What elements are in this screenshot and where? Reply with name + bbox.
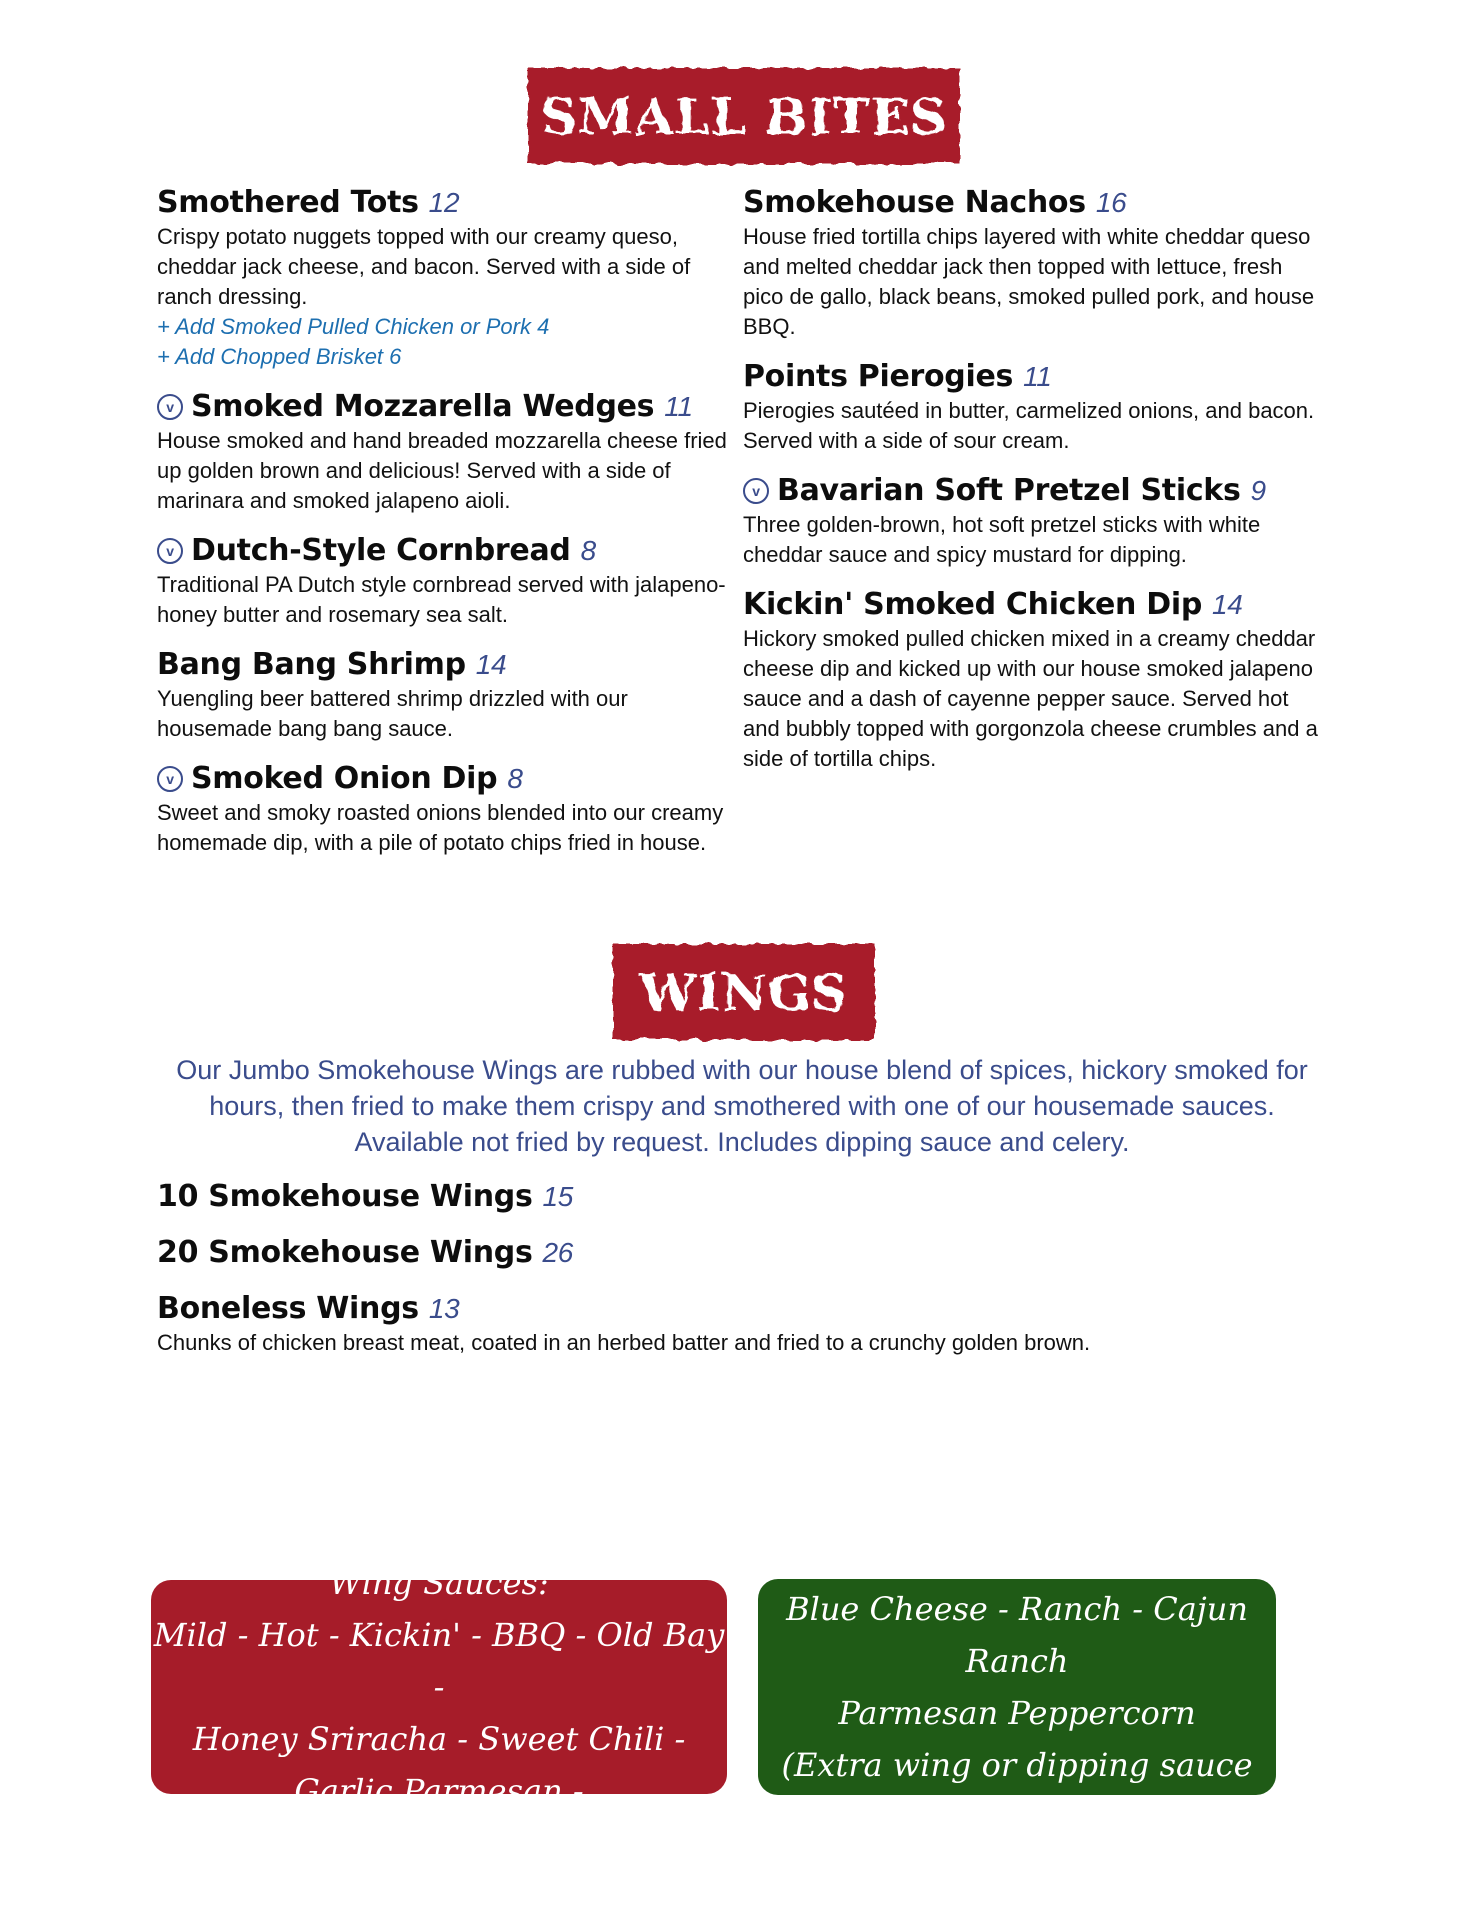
menu-item: [157, 760, 731, 858]
wings-banner: [613, 944, 875, 1040]
dipping-sauces-line: Blue Cheese - Ranch - Cajun Ranch: [786, 1590, 1248, 1680]
menu-item-description: Pierogies sautéed in butter, carmelized onions, and bacon. Served with a side of sour cream.: [743, 398, 1315, 453]
menu-item-title: [743, 586, 1323, 624]
menu-item-price: 14: [475, 649, 507, 680]
menu-item-name: Smokehouse Nachos: [743, 185, 1086, 220]
menu-item-name: Boneless Wings: [157, 1291, 419, 1326]
wings-intro-line: Our Jumbo Smokehouse Wings are rubbed with our house blend of spices, hickory smoked for: [176, 1055, 1308, 1085]
menu-item-description: Chunks of chicken breast meat, coated in an herbed batter and fried to a crunchy golden brown.: [157, 1330, 1091, 1355]
menu-item-description: Hickory smoked pulled chicken mixed in a creamy cheddar cheese dip and kicked up with our house smoked jalapeno sauce and a dash of cayenne pepper sauce. Served hot and bubbly topped with gorgonzola cheese crumbles and a side of tortilla chips.: [743, 626, 1318, 771]
menu-item-price: 15: [542, 1181, 574, 1212]
wings-intro-line: hours, then fried to make them crispy and smothered with one of our housemade sauces.: [209, 1091, 1275, 1121]
wings-heading: WINGS: [639, 962, 849, 1022]
menu-item-price: 12: [428, 187, 460, 218]
wing-sauces-line: Honey Sriracha - Sweet Chili -: [192, 1720, 686, 1758]
menu-item-description: Crispy potato nuggets topped with our creamy queso, cheddar jack cheese, and bacon. Served with a side of ranch dressing.: [157, 224, 691, 309]
menu-item-name: Smoked Mozzarella Wedges: [191, 389, 655, 424]
menu-item-title: [157, 532, 731, 570]
menu-item: [157, 646, 731, 744]
dipping-sauces-box: [758, 1538, 1276, 1836]
small-bites-heading: SMALL BITES: [540, 86, 948, 146]
menu-item: [157, 184, 731, 372]
menu-item-description: House fried tortilla chips layered with white cheddar queso and melted cheddar jack then topped with lettuce, fresh pico de gallo, black beans, smoked pulled pork, and house BBQ.: [743, 224, 1315, 339]
menu-item-title: [157, 1290, 1337, 1328]
vegetarian-icon: v: [157, 538, 183, 564]
menu-item-title: [157, 760, 731, 798]
menu-item-name: Smoked Onion Dip: [191, 761, 498, 796]
menu-item-price: 9: [1250, 475, 1266, 506]
menu-item-name: Dutch-Style Cornbread: [191, 533, 571, 568]
menu-item-price: 14: [1212, 589, 1243, 620]
menu-item-title: [743, 358, 1323, 396]
small-bites-left-column: [157, 184, 731, 874]
dipping-sauces-title: Dipping Sauces:: [884, 1538, 1150, 1576]
menu-item-name: Bang Bang Shrimp: [157, 647, 466, 682]
menu-item-name: Points Pierogies: [743, 359, 1014, 394]
menu-item-price: 16: [1095, 187, 1127, 218]
menu-item-addon: + Add Smoked Pulled Chicken or Pork 4: [157, 314, 550, 339]
wings-list: [157, 1178, 1337, 1376]
menu-item-title: [157, 646, 731, 684]
menu-item-price: 11: [1023, 361, 1052, 392]
menu-item-price: 11: [664, 391, 693, 422]
menu-item-price: 8: [507, 763, 523, 794]
menu-item-name: Kickin' Smoked Chicken Dip: [743, 587, 1203, 622]
menu-item-name: Bavarian Soft Pretzel Sticks: [777, 473, 1241, 508]
vegetarian-icon: v: [743, 478, 769, 504]
menu-item-name: 20 Smokehouse Wings: [157, 1235, 533, 1270]
vegetarian-icon: v: [157, 766, 183, 792]
wings-intro: [150, 1052, 1334, 1160]
menu-item: [157, 388, 731, 516]
menu-item: [157, 1234, 1337, 1272]
menu-item-description: Sweet and smoky roasted onions blended into our creamy homemade dip, with a pile of potato chips fried in house.: [157, 800, 724, 855]
menu-item-title: [157, 184, 731, 222]
menu-item-title: [157, 1234, 1337, 1272]
wing-sauces-line: Mild - Hot - Kickin' - BBQ - Old Bay -: [153, 1616, 725, 1706]
vegetarian-icon: v: [157, 394, 183, 420]
small-bites-banner: [528, 68, 960, 164]
menu-item-title: [743, 184, 1323, 222]
wing-sauces-box: [151, 1564, 727, 1810]
dipping-sauces-line: Parmesan Peppercorn: [838, 1694, 1196, 1732]
menu-item: [157, 532, 731, 630]
wing-sauces-line: Garlic Parmesan -: [294, 1772, 584, 1810]
menu-item-name: Smothered Tots: [157, 185, 419, 220]
menu-item: [743, 586, 1323, 774]
wings-intro-line: Available not fried by request. Includes dipping sauce and celery.: [354, 1127, 1130, 1157]
menu-item-title: [157, 388, 731, 426]
menu-item-name: 10 Smokehouse Wings: [157, 1179, 533, 1214]
menu-item: [743, 184, 1323, 342]
dipping-sauces-line: (Extra wing or dipping sauce .50): [781, 1746, 1253, 1836]
menu-item-price: 8: [580, 535, 596, 566]
menu-item: [743, 358, 1323, 456]
small-bites-right-column: [743, 184, 1323, 790]
wing-sauces-title: Wing Sauces:: [329, 1564, 549, 1602]
menu-item-description: Three golden-brown, hot soft pretzel sticks with white cheddar sauce and spicy mustard for dipping.: [743, 512, 1261, 567]
menu-item-title: [157, 1178, 1337, 1216]
menu-item: [157, 1178, 1337, 1216]
menu-item-title: [743, 472, 1323, 510]
menu-item-description: House smoked and hand breaded mozzarella cheese fried up golden brown and delicious! Served with a side of marinara and smoked jalapeno aioli.: [157, 428, 727, 513]
menu-item-description: Traditional PA Dutch style cornbread served with jalapeno-honey butter and rosemary sea salt.: [157, 572, 726, 627]
menu-item-description: Yuengling beer battered shrimp drizzled with our housemade bang bang sauce.: [157, 686, 628, 741]
menu-item-price: 13: [428, 1293, 460, 1324]
menu-item: [157, 1290, 1337, 1358]
menu-item-price: 26: [542, 1237, 574, 1268]
menu-item-addon: + Add Chopped Brisket 6: [157, 344, 402, 369]
menu-item: [743, 472, 1323, 570]
